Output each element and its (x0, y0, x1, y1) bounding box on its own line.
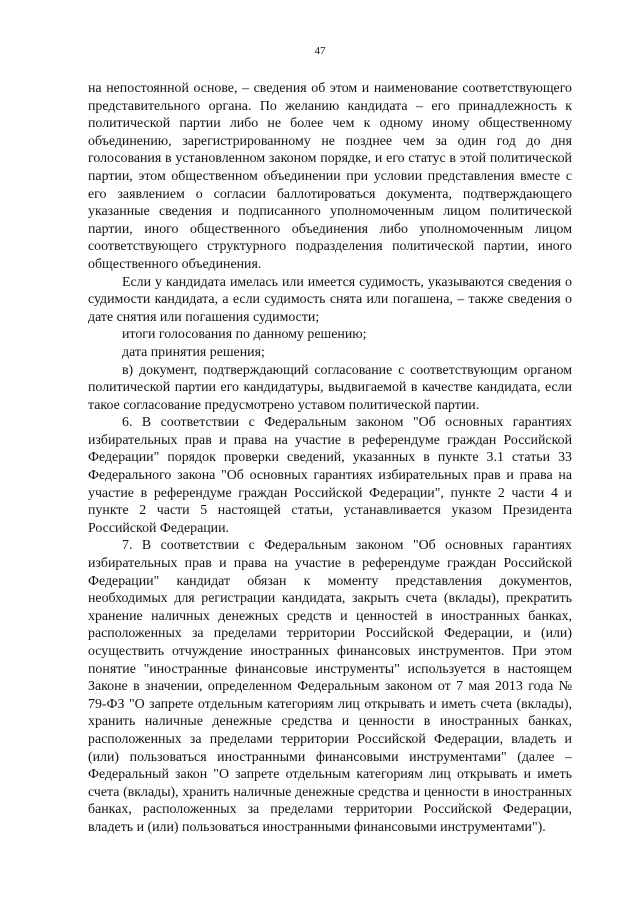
paragraph-conviction: Если у кандидата имелась или имеется судимость, указываются сведения о судимости кандидата, а если судимость снята или погашена, – также сведения о дате снятия или погашения судимости; (88, 274, 572, 325)
document-body (88, 80, 572, 837)
paragraph-section-6: 6. В соответствии с Федеральным законом "Об основных гарантиях избирательных прав и права на участие в референдуме граждан Российской Федерации" порядок проверки сведений, указанных в пункте 3.1 статьи 33 Федерального закона "Об основных гарантиях избирательных прав и права на участие в референдуме граждан Российской Федерации", пункте 2 части 4 и пункте 2 части 5 настоящей статьи, устанавливается указом Президента Российской Федерации. (88, 415, 572, 536)
paragraph-section-7: 7. В соответствии с Федеральным законом "Об основных гарантиях избирательных прав и права на участие в референдуме граждан Российской Федерации" кандидат обязан к моменту представления документов, необходимых для регистрации кандидата, закрыть счета (вклады), прекратить хранение наличных денежных средств и ценностей в иностранных банках, расположенных за пределами территории Российской Федерации, и (или) осуществить отчуждение иностранных финансовых инструментов. При этом понятие "иностранные финансовые инструменты" используется в настоящем Законе в значении, определенном Федеральным законом от 7 мая 2013 года № 79-ФЗ "О запрете отдельным категориям лиц открывать и иметь счета (вклады), хранить наличные денежные средства и ценности в иностранных банках, расположенных за пределами территории Российской Федерации, владеть и (или) пользоваться иностранными финансовыми инструментами" (далее – Федеральный закон "О запрете отдельным категориям лиц открывать и иметь счета (вклады), хранить наличные денежные средства и ценности в иностранных банках, расположенных за пределами территории Российской Федерации, владеть и (или) пользоваться иностранными финансовыми инструментами"). (88, 538, 572, 835)
paragraph-decision-date: дата принятия решения; (122, 344, 265, 360)
paragraph-continuation: на непостоянной основе, – сведения об этом и наименование соответствующего представительного органа. По желанию кандидата – его принадлежность к политической партии либо не более чем к одному иному общественному объединению, зарегистрированному не позднее чем за один год до дня голосования в установленном законом порядке, и его статус в этой политической партии, этом общественном объединении при условии представления вместе с его заявлением о согласии баллотироваться документа, подтверждающего указанные сведения и подписанного уполномоченным лицом политической партии, иного общественного объединения либо уполномоченным лицом соответствующего структурного подразделения политической партии, иного общественного объединения. (88, 81, 572, 272)
paragraph-item-v: в) документ, подтверждающий согласование с соответствующим органом политической партии его кандидатуры, выдвигаемой в качестве кандидата, если такое согласование предусмотрено уставом политической партии. (88, 362, 572, 413)
page-number: 47 (314, 45, 326, 57)
paragraph-voting-results: итоги голосования по данному решению; (122, 327, 367, 343)
